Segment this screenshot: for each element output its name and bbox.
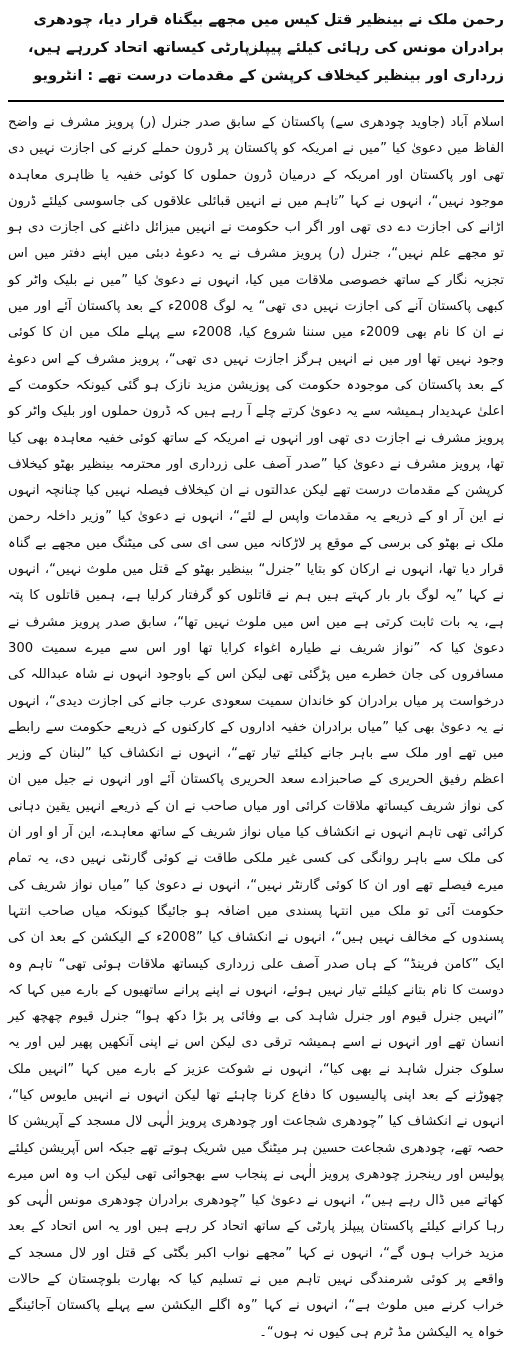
headline-divider (8, 100, 504, 102)
headline: رحمن ملک نے بینظیر قتل کیس میں مجھے بیگناہ قرار دیا، چودھری برادران مونس کی رہائی کیلئے پیپلزپارٹی کیساتھ اتحاد کررہے ہیں، زرداری اور بینظیر کیخلاف کرپشن کے مقدمات درست تھے : انٹرویو (27, 12, 504, 84)
article-body: اسلام آباد (جاوید چودھری سے) پاکستان کے سابق صدر جنرل (ر) پرویز مشرف نے واضح الفاظ میں دعویٰ کیا ”میں نے امریکہ کو پاکستان پر ڈرون حملے کرنے کی اجازت نہیں دی تھی اور پاکستان اور امریکہ کے درمیان ڈرون حملوں کا کوئی خفیہ یا ظاہری معاہدہ موجود نہیں“، انہوں نے کہا ”تاہم میں نے انہیں قبائلی علاقوں کی جاسوسی کیلئے ڈرون اڑانے کی اجازت دے دی تھی اور اگر اب حکومت نے انہیں میزائل داغنے کی اجازت دی ہو تو مجھے علم نہیں“، جنرل (ر) پرویز مشرف نے یہ دعوےٰ دبئی میں اپنے دفتر میں اس تجزیہ نگار کے ساتھ خصوصی ملاقات میں کیا، انہوں نے دعویٰ کیا ”میں نے بلیک واٹر کو کبھی پاکستان آنے کی اجازت نہیں دی تھی“ یہ لوگ 2008ء کے بعد پاکستان آئے اور میں نے ان کا نام بھی 2009ء میں سننا شروع کیا، 2008ء سے پہلے ملک میں ان کا کوئی وجود نہیں تھا اور میں نے انہیں ہرگز اجازت نہیں دی تھی“، پرویز مشرف کے اس دعوےٰ کے بعد پاکستان کی موجودہ حکومت کی پوزیشن مزید نازک ہو گئی کیونکہ حکومت کے اعلیٰ عہدیدار ہمیشہ سے یہ دعویٰ کرتے چلے آ رہے ہیں کہ ڈرون حملوں اور بلیک واٹر کو پرویز مشرف نے اجازت دی تھی اور انہوں نے امریکہ کے ساتھ کوئی خفیہ معاہدہ بھی کیا تھا، پرویز مشرف نے دعویٰ کیا ”صدر آصف علی زرداری اور محترمہ بینظیر بھٹو کیخلاف کرپشن کے مقدمات درست تھے لیکن عدالتوں نے ان کیخلاف فیصلہ نہیں کیا چنانچہ انہوں نے این آر او کے ذریعے یہ مقدمات واپس لے لئے“، انہوں نے دعویٰ کیا ”وزیر داخلہ رحمن ملک نے بھٹو کی برسی کے موقع پر لاڑکانہ میں سی ای سی کی میٹنگ میں مجھے بے گناہ قرار دیا تھا، انہوں نے ارکان کو بتایا ”جنرل“ بینظیر بھٹو کے قتل میں ملوث نہیں“، انہوں نے کہا ”یہ لوگ بار بار کہتے ہیں ہم نے قاتلوں کو گرفتار کرلیا ہے، ہمیں قاتلوں کا پتہ ہے، یہ بات ثابت کرتی ہے میں اس میں ملوث نہیں تھا“، سابق صدر پرویز مشرف نے دعویٰ کیا کہ ”نواز شریف نے طیارہ اغواء کرایا تھا اور اس سے میرے سمیت 300 مسافروں کی جان خطرے میں پڑگئی تھی لیکن اس کے باوجود انہوں نے شاہ عبداللہ کی درخواست پر میاں برادران کو خاندان سمیت سعودی عرب جانے کی اجازت دیدی“، انہوں نے یہ دعویٰ بھی کیا ”میاں برادران خفیہ اداروں کے کارکنوں کے ذریعے حکومت سے رابطے میں تھے اور ملک سے باہر جانے کیلئے تیار تھے“، انہوں نے انکشاف کیا ”لبنان کے وزیر اعظم رفیق الحریری کے صاحبزادے سعد الحریری پاکستان آئے اور انہوں نے جیل میں ان کی نواز شریف کیساتھ ملاقات کرائی اور میاں صاحب نے ان کے ذریعے انہیں یقین دہانی کرائی تھی تاہم انہوں نے انکشاف کیا میاں نواز شریف کے ساتھ معاہدے، این آر او اور ان کی ملک سے باہر روانگی کی کسی غیر ملکی طاقت نے کوئی گارنٹی نہیں دی، یہ تمام میرے فیصلے تھے اور ان کا کوئی گارنٹر نہیں“، انہوں نے دعویٰ کیا ”میاں نواز شریف کی حکومت آئی تو ملک میں انتہا پسندی میں اضافہ ہو جائیگا کیونکہ میاں صاحب انتہا پسندوں کے مخالف نہیں ہیں“، انہوں نے انکشاف کیا ”2008ء کے الیکشن کے بعد ان کی ایک ”کامن فرینڈ“ کے ہاں صدر آصف علی زرداری کیساتھ ملاقات ہوئی تھی“ تاہم وہ دوست کا نام بتانے کیلئے تیار نہیں ہوئے، انہوں نے اپنے پرانے ساتھیوں کے بارے میں کہا کہ ”انہیں جنرل قیوم اور جنرل شاہد کی بے وفائی پر بڑا دکھ ہوا“ جنرل قیوم چھچھ کیر انسان تھے اور انہوں نے اسے ہمیشہ ترقی دی لیکن اس نے اپنی آنکھیں پھیر لیں اور یہ سلوک جنرل شاہد نے بھی کیا“، انہوں نے شوکت عزیز کے بارے میں کہا ”انہیں ملک چھوڑنے کے بعد اپنی پالیسیوں کا دفاع کرنا چاہئے تھا لیکن انہوں نے انہیں مایوس کیا“، انہوں نے انکشاف کیا ”چودھری شجاعت اور چودھری پرویز الٰہی لال مسجد کے آپریشن کا حصہ تھے، چودھری شجاعت حسین ہر میٹنگ میں شریک ہوتے تھے جبکہ اس آپریشن کیلئے پولیس اور رینجرز چودھری پرویز الٰہی نے پنجاب سے بھجوائی تھی لیکن اب وہ اس میرے کھاتے میں ڈال رہے ہیں“، انہوں نے دعویٰ کیا ”چودھری برادران چودھری مونس الٰہی کو رہا کرانے کیلئے پاکستان پیپلز پارٹی کے ساتھ اتحاد کر رہے ہیں اور یہ اس اتحاد کے بعد مزید خراب ہوں گے“، انہوں نے کہا ”مجھے نواب اکبر بگٹی کے قتل اور لال مسجد کے واقعے پر کوئی شرمندگی نہیں تاہم میں نے تسلیم کیا کہ بھارت بلوچستان کے حالات خراب کرنے میں ملوث ہے“، انہوں نے کہا ”وہ اگلے الیکشن سے پہلے پاکستان آجائینگے خواہ یہ الیکشن مڈ ٹرم ہی کیوں نہ ہوں“۔ (8, 115, 504, 1340)
